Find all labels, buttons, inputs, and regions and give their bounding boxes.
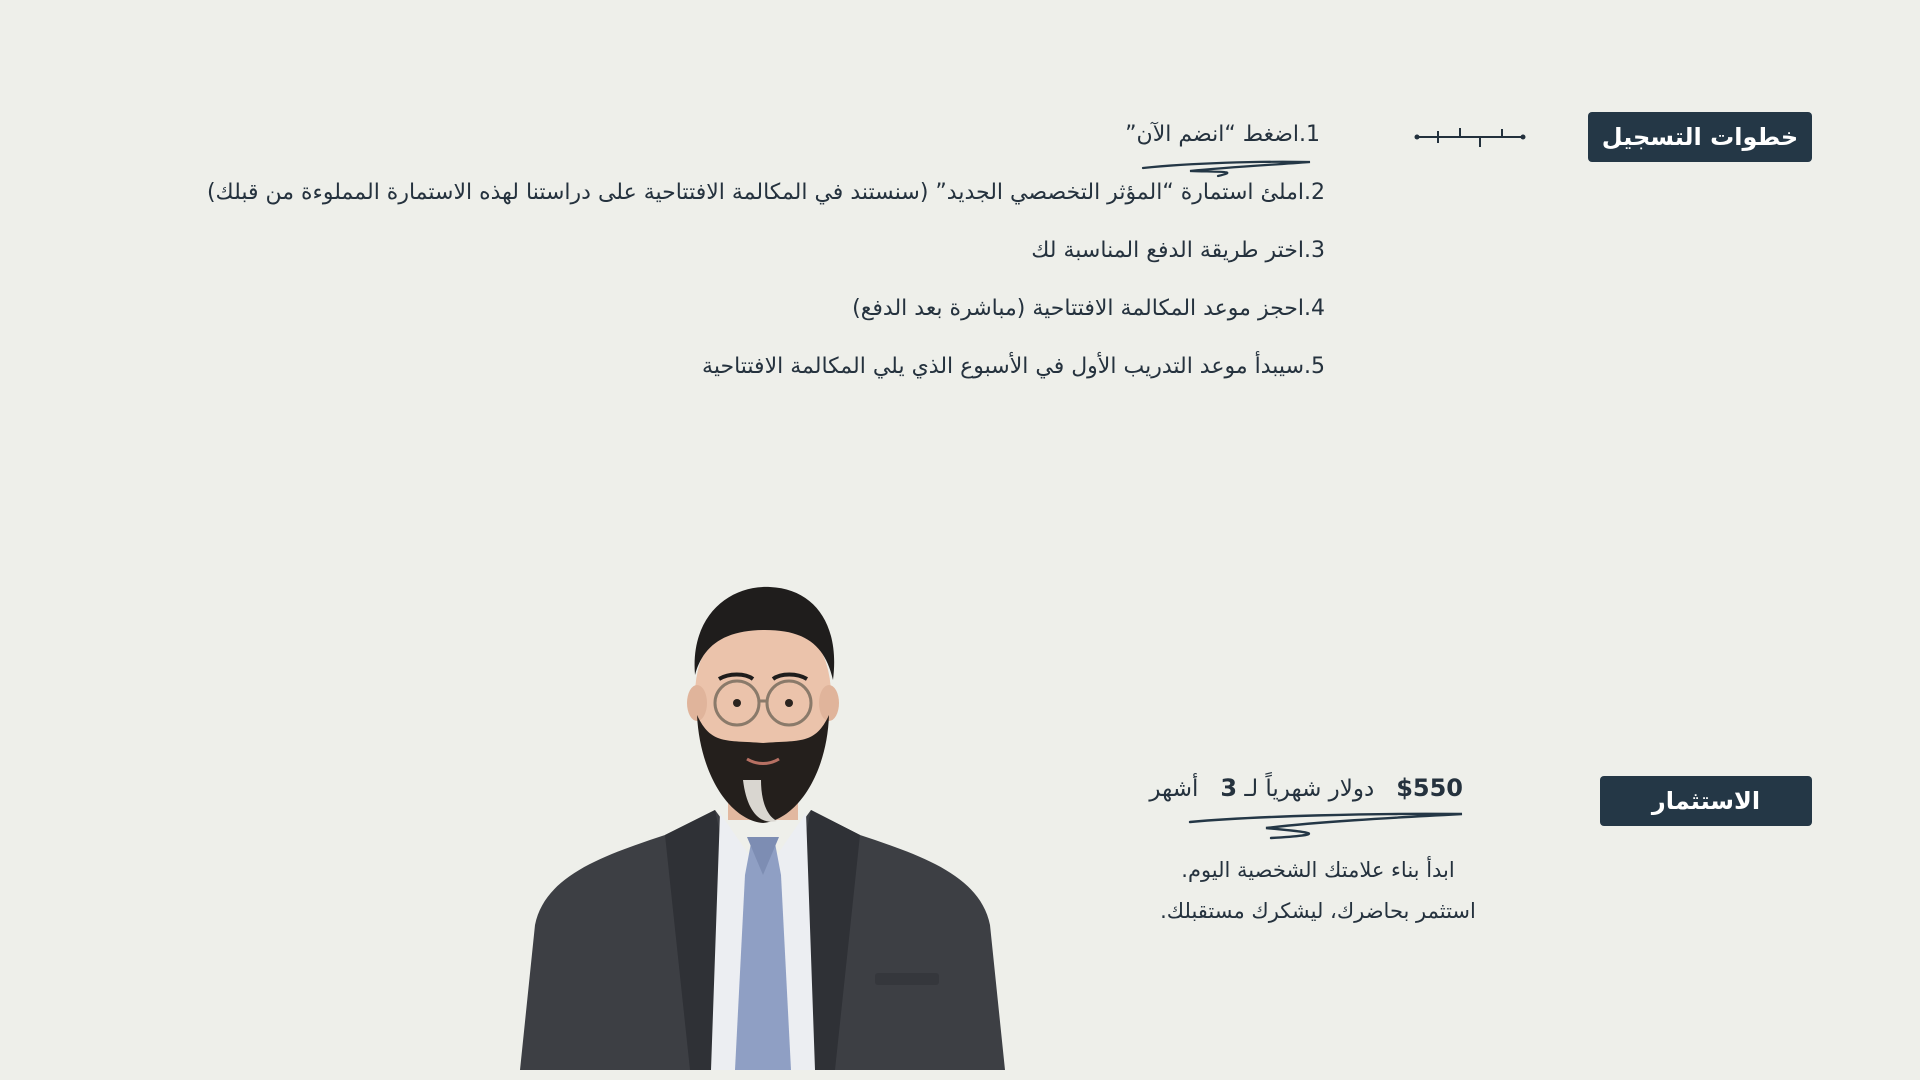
price-line [1149,774,1463,802]
registration-step-4: 4.احجز موعد المكالمة الافتتاحية (مباشرة بعد الدفع) [852,296,1325,321]
tagline-2: استثمر بحاضرك، ليشكرك مستقبلك. [1160,899,1476,923]
registration-step-1: 1.اضغط “انضم الآن” [1125,122,1320,147]
months-number: 3 [1220,774,1238,802]
price-text-months: أشهر [1149,776,1199,802]
price-underline-icon [1186,808,1466,844]
registration-step-2: 2.املئ استمارة “المؤثر التخصصي الجديد” (سنستند في المكالمة الافتتاحية على دراستنا لهذه الاستمارة المملوءة من قبلك) [206,180,1325,205]
registration-step-3: 3.اختر طريقة الدفع المناسبة لك [1031,238,1325,263]
timeline-decoration-icon [1414,124,1526,152]
presenter-portrait [515,575,1010,1070]
investment-badge: الاستثمار [1600,776,1812,826]
price-text-monthly: دولار شهرياً لـ [1244,776,1375,802]
tagline-1: ابدأ بناء علامتك الشخصية اليوم. [1181,858,1455,882]
step-1-underline-icon [1140,158,1315,180]
registration-step-5: 5.سيبدأ موعد التدريب الأول في الأسبوع الذي يلي المكالمة الافتتاحية [702,354,1325,379]
registration-steps-badge: خطوات التسجيل [1588,112,1812,162]
price-amount: $550 [1396,774,1463,802]
